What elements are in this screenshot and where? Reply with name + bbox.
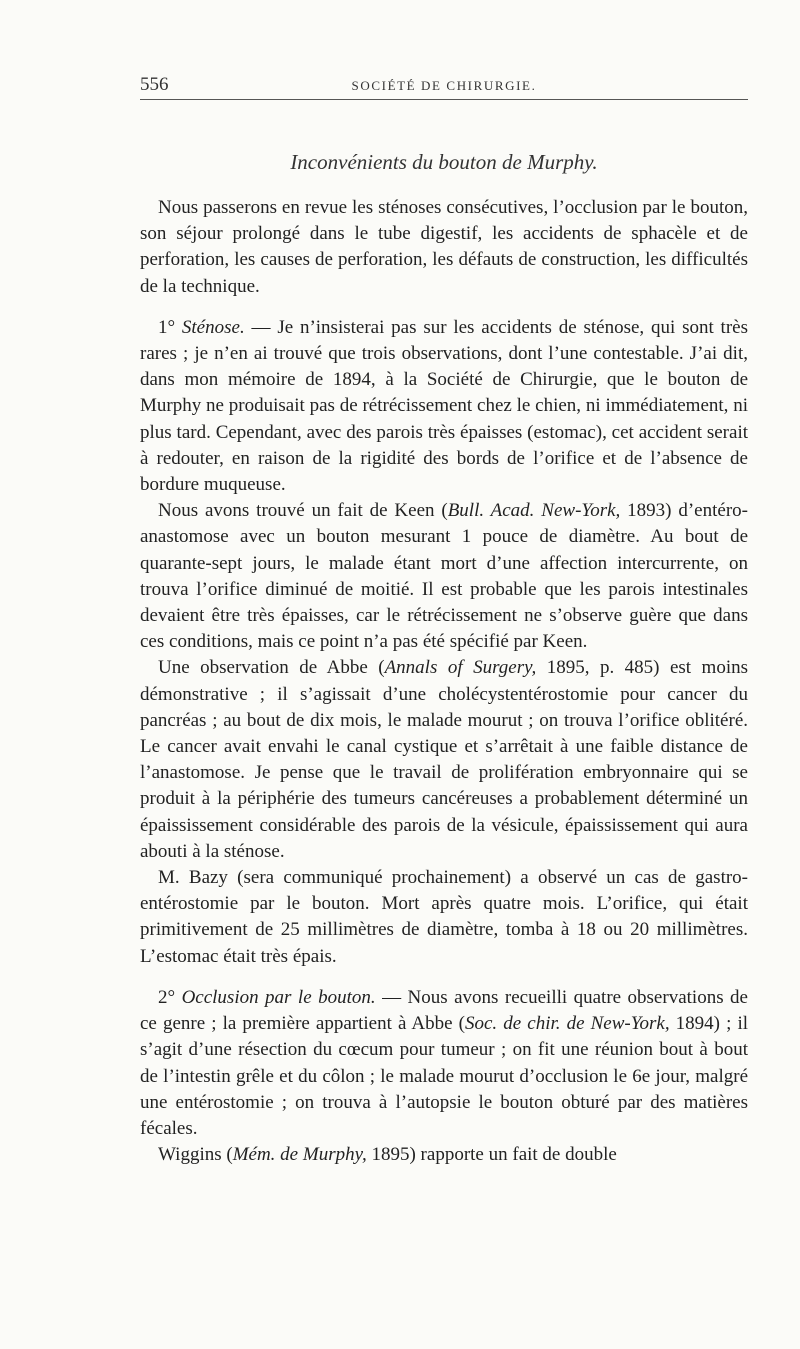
text-run: 1895) rapporte un fait de double (366, 1144, 617, 1166)
italic-run: Bull. Acad. New-York, (447, 500, 621, 522)
body-text (140, 195, 748, 1168)
text-run: 1894) ; il s’agit d’une résection du cœcum pour tumeur ; on fit une réunion bout à bout de l’intestin grêle et du côlon ; le malade mourut d’occlusion le 6e jour, malgré une entérostomie ; on trouva à l’autopsie le bouton obturé par des matières fécales. (140, 1013, 748, 1139)
text-run: Une observation de Abbe ( (158, 657, 385, 679)
paragraph-intro (140, 195, 748, 300)
text-run: Nous passerons en revue les sténoses consécutives, l’occlusion par le bouton, son séjour prolongé dans le tube digestif, les accidents de sphacèle et de perforation, les causes de perforation, les défauts de construction, les difficultés de la technique. (140, 197, 748, 297)
section-title: Inconvénients du bouton de Murphy. (290, 150, 598, 174)
text-run: 2° (158, 986, 182, 1008)
text-run: 1° (158, 316, 182, 338)
italic-run: Occlusion par le bouton. (181, 986, 376, 1008)
header-rule (140, 99, 748, 100)
paragraph-bazy (140, 865, 748, 970)
italic-run: Sténose. (181, 316, 245, 338)
text-run: 1893) d’entéro-anastomose avec un bouton mesurant 1 pouce de diamètre. Au bout de quarante-sept jours, le malade étant mort d’une affection intercurrente, on trouva l’orifice diminué de moitié. Il est probable que les parois intestinales devaient être très épaisses, car le rétrécissement ne s’observe guère que dans ces conditions, mais ce point n’a pas été spécifié par Keen. (140, 500, 748, 653)
page-header (140, 70, 748, 100)
paragraph-wiggins (140, 1142, 748, 1168)
text-run: M. Bazy (sera communiqué prochainement) a observé un cas de gastro-entérostomie par le bouton. Mort après quatre mois. L’orifice, qui était primitivement de 25 millimètres de diamètre, tomba à 18 ou 20 millimètres. L’estomac était très épais. (140, 867, 748, 967)
running-title: SOCIÉTÉ DE CHIRURGIE. (351, 78, 537, 93)
page-number: 556 (140, 74, 169, 95)
text-run: Nous avons trouvé un fait de Keen ( (158, 500, 448, 522)
text-run: — Je n’insisterai pas sur les accidents de sténose, qui sont très rares ; je n’en ai trouvé que trois observations, dont l’une contestable. J’ai dit, dans mon mémoire de 1894, à la Société de Chirurgie, que le bouton de Murphy ne produisait pas de rétrécissement chez le chien, ni immédiatement, ni plus tard. Cependant, avec des parois très épaisses (estomac), cet accident serait à redouter, en raison de la rigidité des bords de l’orifice et de l’absence de bordure muqueuse. (140, 316, 748, 496)
paragraph-keen (140, 498, 748, 655)
paragraph-abbe (140, 655, 748, 865)
paragraph-stenose (140, 315, 748, 498)
italic-run: Annals of Surgery, (384, 657, 537, 679)
paragraph-occlusion (140, 985, 748, 1142)
italic-run: Mém. de Murphy, (232, 1144, 367, 1166)
text-run: Wiggins ( (158, 1144, 233, 1166)
text-run: 1895, p. 485) est moins démonstrative ; il s’agissait d’une cholécystentérostomie pour cancer du pancréas ; au bout de dix mois, le malade mourut ; on trouva l’orifice oblitéré. Le cancer avait envahi le canal cystique et s’arrêtait à une faible distance de l’anastomose. Je pense que le travail de prolifération embryonnaire qui se produit à la périphérie des tumeurs cancéreuses a probablement déterminé un épaississement considérable des parois de la vésicule, épaississement qui aura abouti à la sténose. (140, 657, 749, 862)
text-run: — Nous avons recueilli quatre observations de ce genre ; la première appartient à Abbe ( (140, 986, 748, 1035)
italic-run: Soc. de chir. de New-York, (465, 1013, 670, 1035)
